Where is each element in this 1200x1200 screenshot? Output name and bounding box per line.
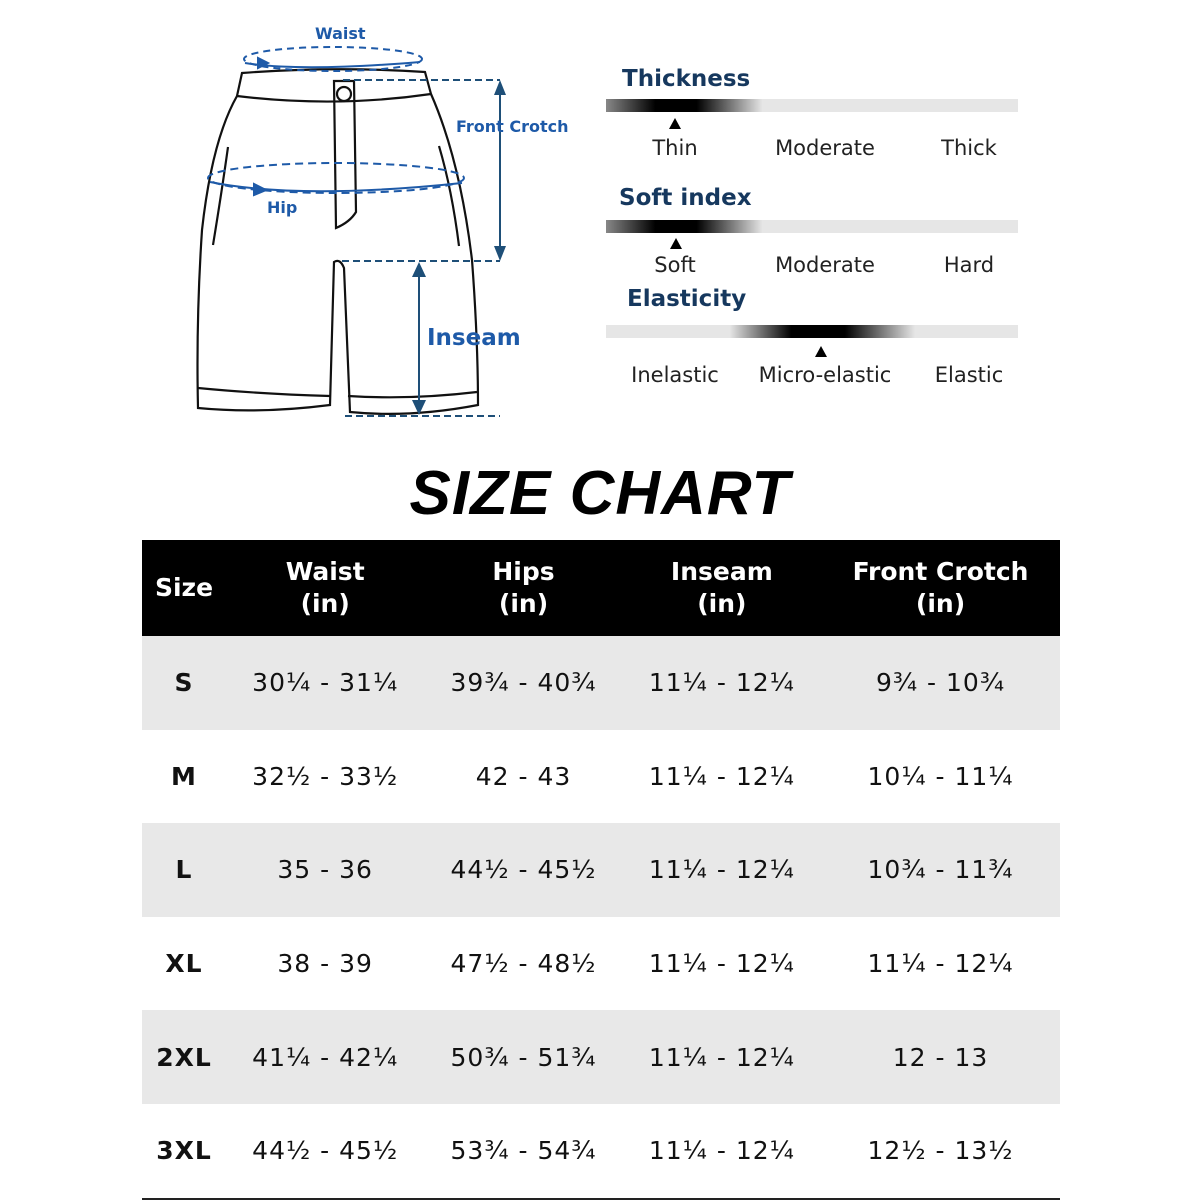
cell-size: M [171, 761, 197, 791]
cell-hips: 42 - 43 [475, 761, 572, 791]
table-row [142, 636, 1060, 730]
elasticity-title: Elasticity [627, 286, 747, 312]
shorts-measurement-diagram [0, 0, 600, 440]
cell-size: XL [165, 949, 203, 979]
cell-front-crotch: 12½ - 13½ [821, 1104, 1060, 1199]
cell-hips: 39¾ - 40¾ [424, 636, 622, 730]
cell-front-crotch: 10¾ - 11¾ [821, 823, 1060, 917]
cell-inseam: 11¼ - 12¼ [623, 1010, 821, 1104]
cell-front-crotch: 11¼ - 12¼ [867, 949, 1014, 979]
thickness-title: Thickness [622, 66, 751, 92]
thickness-bar [606, 99, 1018, 112]
header-front-crotch: Front Crotch (in) [821, 540, 1060, 636]
cell-hips: 50¾ - 51¾ [424, 1010, 622, 1104]
table-row [142, 917, 1060, 1011]
size-chart-title: SIZE CHART [409, 459, 791, 528]
soft-index-option: Soft [654, 253, 696, 277]
size-table [142, 540, 1060, 1200]
thickness-option: Moderate [775, 136, 875, 160]
inseam-label: Inseam [427, 325, 521, 351]
header-hips: Hips (in) [424, 540, 622, 636]
cell-hips: 47½ - 48½ [450, 949, 597, 979]
hip-label: Hip [267, 198, 298, 217]
header-inseam: Inseam (in) [623, 540, 821, 636]
header-waist: Waist (in) [226, 540, 424, 636]
soft-index-option: Hard [943, 253, 995, 277]
shorts-outline [198, 69, 479, 414]
cell-waist: 32½ - 33½ [252, 761, 399, 791]
elasticity-option: Inelastic [631, 363, 719, 387]
cell-waist: 41¼ - 42¼ [226, 1010, 424, 1104]
soft-index-marker-icon [670, 238, 682, 249]
elasticity-option: Elastic [934, 363, 1004, 387]
cell-size: 2XL [142, 1010, 226, 1104]
waist-measure-line [244, 47, 422, 71]
waist-label: Waist [315, 24, 366, 43]
elasticity-bar [606, 325, 1018, 338]
cell-front-crotch: 12 - 13 [821, 1010, 1060, 1104]
cell-inseam: 11¼ - 12¼ [623, 636, 821, 730]
table-header-row [142, 540, 1060, 636]
cell-size: S [142, 636, 226, 730]
cell-hips: 53¾ - 54¾ [424, 1104, 622, 1199]
soft-index-option: Moderate [775, 253, 875, 277]
front-crotch-measure [342, 80, 506, 261]
header-size: Size [142, 540, 226, 636]
cell-inseam: 11¼ - 12¼ [648, 949, 795, 979]
elasticity-marker-icon [815, 346, 827, 357]
front-crotch-label: Front Crotch [456, 117, 569, 136]
cell-size: L [142, 823, 226, 917]
table-row [142, 823, 1060, 917]
table-row [142, 1104, 1060, 1199]
soft-index-title: Soft index [619, 185, 752, 211]
thickness-marker-icon [669, 118, 681, 129]
soft-index-bar [606, 220, 1018, 233]
elasticity-option: Micro-elastic [758, 363, 892, 387]
cell-front-crotch: 10¼ - 11¼ [867, 761, 1014, 791]
cell-inseam: 11¼ - 12¼ [623, 1104, 821, 1199]
cell-waist: 38 - 39 [277, 949, 373, 979]
cell-size: 3XL [142, 1104, 226, 1199]
cell-waist: 35 - 36 [226, 823, 424, 917]
cell-waist: 30¼ - 31¼ [226, 636, 424, 730]
cell-front-crotch: 9¾ - 10¾ [821, 636, 1060, 730]
thickness-option: Thin [652, 136, 698, 160]
cell-inseam: 11¼ - 12¼ [623, 823, 821, 917]
cell-inseam: 11¼ - 12¼ [648, 761, 795, 791]
table-row [142, 1010, 1060, 1104]
table-row [142, 730, 1060, 824]
thickness-option: Thick [941, 136, 997, 160]
cell-waist: 44½ - 45½ [226, 1104, 424, 1199]
cell-hips: 44½ - 45½ [424, 823, 622, 917]
